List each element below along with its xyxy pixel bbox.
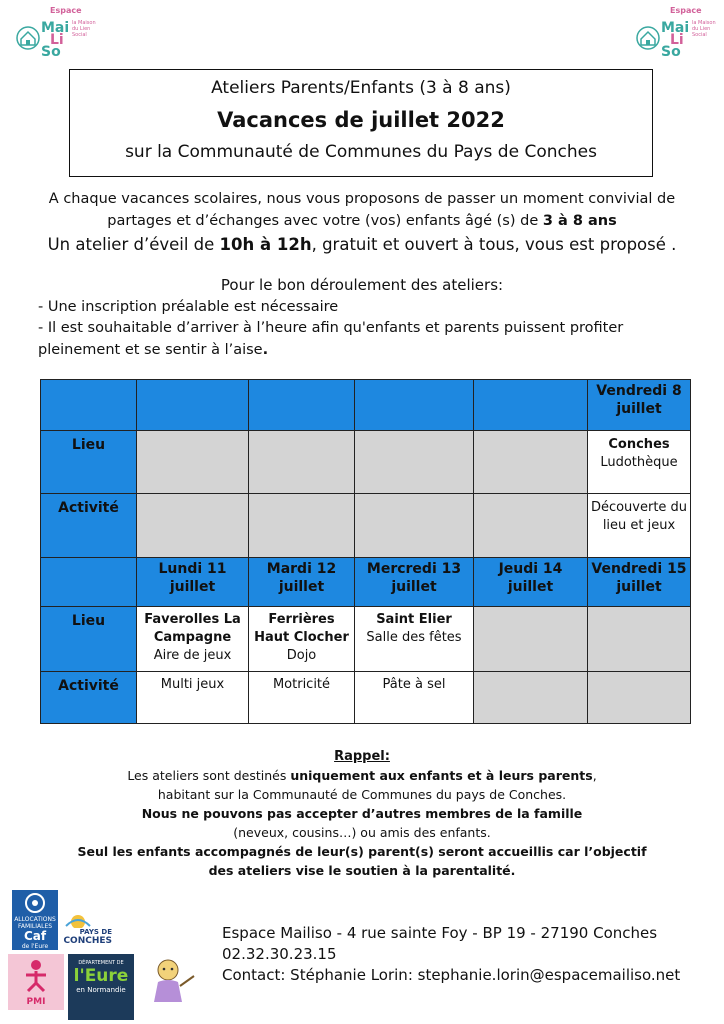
sun-icon xyxy=(64,910,92,928)
rule-item-2-cont: pleinement et se sentir à l’aise. xyxy=(38,342,269,358)
footer-phone: 02.32.30.23.15 xyxy=(222,945,337,963)
caf-emblem-icon xyxy=(20,892,50,914)
rappel-line-5: Seul les enfants accompagnés de leur(s) parent(s) seront accueillis car l’objectif xyxy=(77,844,647,859)
week2-header-row xyxy=(41,558,691,607)
day-header: Lundi 11 juillet xyxy=(137,558,249,607)
table-cell xyxy=(41,380,137,431)
table-cell xyxy=(137,494,249,558)
pmi-logo: PMI xyxy=(8,954,64,1010)
lieu-cell: Saint Elier Salle des fêtes xyxy=(355,607,474,672)
activite-cell: Multi jeux xyxy=(137,672,249,724)
activite-cell: Découverte du lieu et jeux xyxy=(588,494,691,558)
activite-cell: Motricité xyxy=(249,672,355,724)
mailiso-logo-left: Espace Mai Li So la Maison du Lien Social xyxy=(14,6,94,56)
week2-activite-row xyxy=(41,672,691,724)
row-label-activite: Activité xyxy=(41,494,137,558)
table-cell xyxy=(249,494,355,558)
eure-logo: DÉPARTEMENT DE l'Eure en Normandie xyxy=(68,954,134,1020)
rule-item-2: - Il est souhaitable d’arriver à l’heure afin qu'enfants et parents puissent profiter xyxy=(38,320,624,336)
table-cell xyxy=(474,380,588,431)
row-label-lieu: Lieu xyxy=(41,431,137,494)
footer-address: Espace Mailiso - 4 rue sainte Foy - BP 19 - 27190 Conches xyxy=(222,924,658,942)
table-cell xyxy=(588,672,691,724)
lieu-cell: Conches Ludothèque xyxy=(588,431,691,494)
footer-contact: Contact: Stéphanie Lorin: stephanie.lorin@espacemailiso.net xyxy=(222,966,681,984)
caf-logo: ALLOCATIONS FAMILIALES Caf de l'Eure xyxy=(12,890,58,950)
table-cell xyxy=(474,607,588,672)
rappel-section xyxy=(0,747,724,880)
table-cell xyxy=(41,558,137,607)
header-line-1: Ateliers Parents/Enfants (3 à 8 ans) xyxy=(211,78,511,98)
week1-lieu-row xyxy=(41,431,691,494)
table-cell xyxy=(474,672,588,724)
day-header: Vendredi 15 juillet xyxy=(588,558,691,607)
rappel-line-2: habitant sur la Communauté de Communes du pays de Conches. xyxy=(157,787,567,802)
rappel-line-6: des ateliers vise le soutien à la parentalité. xyxy=(208,863,516,878)
week1-activite-row xyxy=(41,494,691,558)
rules-title: Pour le bon déroulement des ateliers: xyxy=(220,276,504,294)
child-figure-icon xyxy=(16,957,56,993)
day-header: Vendredi 8 juillet xyxy=(588,380,691,431)
intro-line-3: Un atelier d’éveil de 10h à 12h, gratuit et ouvert à tous, vous est proposé . xyxy=(47,235,677,254)
rappel-title: Rappel: xyxy=(334,749,390,764)
intro-line-2: partages et d’échanges avec votre (vos) enfants âgé (s) de 3 à 8 ans xyxy=(107,213,617,229)
header-box xyxy=(69,69,653,177)
pays-conches-logo: PAYS DE CONCHES xyxy=(60,910,112,950)
day-header: Jeudi 14 juillet xyxy=(474,558,588,607)
schedule-table xyxy=(40,379,691,724)
row-label-activite: Activité xyxy=(41,672,137,724)
page-title: Vacances de juillet 2022 xyxy=(217,108,505,132)
table-cell xyxy=(355,431,474,494)
table-cell xyxy=(588,607,691,672)
table-cell xyxy=(355,380,474,431)
table-cell xyxy=(137,431,249,494)
table-cell xyxy=(249,380,355,431)
lieu-cell: Ferrières Haut Clocher Dojo xyxy=(249,607,355,672)
house-icon xyxy=(636,24,660,50)
lieu-cell: Faverolles La Campagne Aire de jeux xyxy=(137,607,249,672)
table-cell xyxy=(249,431,355,494)
rappel-line-3: Nous ne pouvons pas accepter d’autres membres de la famille xyxy=(141,806,583,821)
day-header: Mardi 12 juillet xyxy=(249,558,355,607)
child-drawing-icon xyxy=(140,956,200,1014)
table-cell xyxy=(474,431,588,494)
mailiso-logo-right: Espace Mai Li So la Maison du Lien Social xyxy=(634,6,714,56)
rappel-line-4: (neveux, cousins…) ou amis des enfants. xyxy=(233,825,491,840)
rule-item-1: - Une inscription préalable est nécessaire xyxy=(38,299,339,315)
house-icon xyxy=(16,24,40,50)
rappel-line-1: Les ateliers sont destinés uniquement aux enfants et à leurs parents, xyxy=(127,768,597,783)
table-cell xyxy=(474,494,588,558)
intro-line-1: A chaque vacances scolaires, nous vous proposons de passer un moment convivial de xyxy=(48,191,676,207)
activite-cell: Pâte à sel xyxy=(355,672,474,724)
header-line-3: sur la Communauté de Communes du Pays de Conches xyxy=(125,142,597,162)
row-label-lieu: Lieu xyxy=(41,607,137,672)
table-cell xyxy=(137,380,249,431)
week1-header-row xyxy=(41,380,691,431)
table-cell xyxy=(355,494,474,558)
illustration xyxy=(140,956,200,1014)
day-header: Mercredi 13 juillet xyxy=(355,558,474,607)
week2-lieu-row xyxy=(41,607,691,672)
